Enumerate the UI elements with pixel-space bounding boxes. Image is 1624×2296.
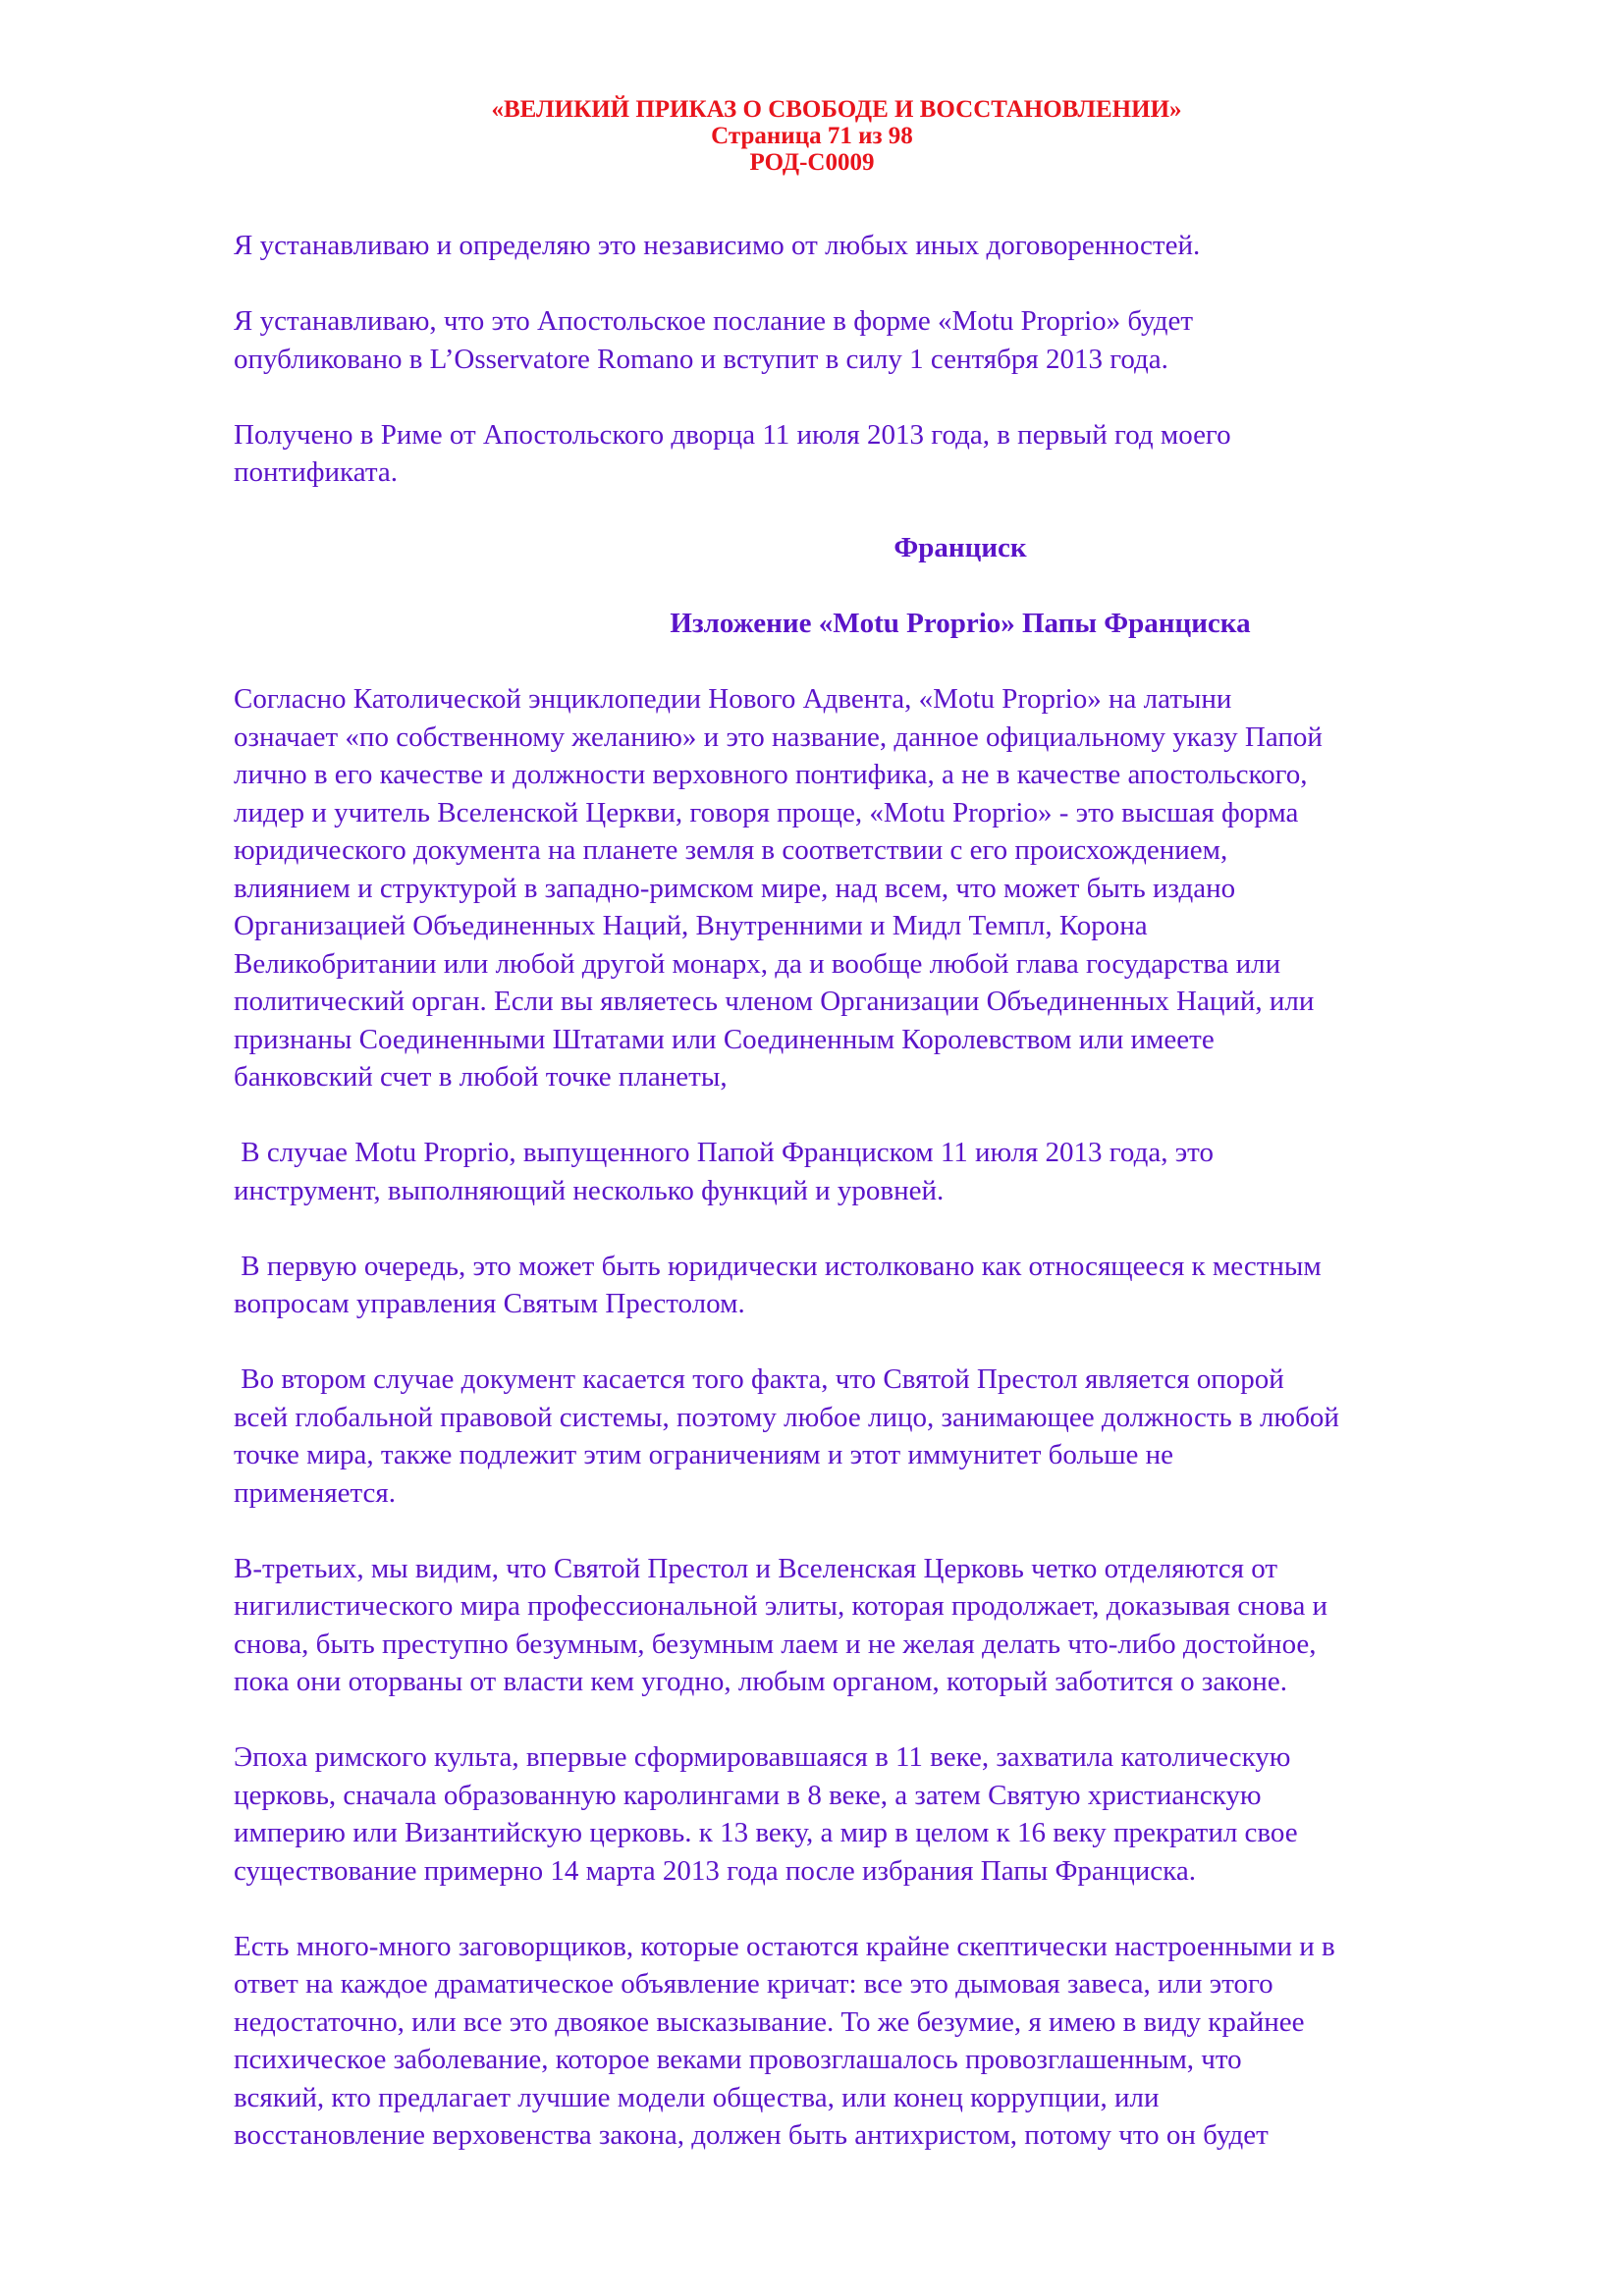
paragraph-10 <box>234 1928 1530 2155</box>
text-line: понтификата. <box>234 456 398 488</box>
text-line: В-третьих, мы видим, что Святой Престол и Вселенская Церковь четко отделяются от <box>234 1552 1278 1584</box>
text-line: существование примерно 14 марта 2013 года после избрания Папы Франциска. <box>234 1854 1196 1887</box>
text-line: Великобритании или любой другой монарх, да и вообще любой глава государства или <box>234 947 1281 980</box>
text-line: признаны Соединенными Штатами или Соединенным Королевством или имеете <box>234 1023 1215 1055</box>
text-line: Согласно Католической энциклопедии Нового Адвента, «Motu Proprio» на латыни <box>234 683 1232 715</box>
text-line: лидер и учитель Вселенской Церкви, говоря проще, «Motu Proprio» - это высшая форма <box>234 796 1299 828</box>
page-number: Страница 71 из 98 <box>711 123 913 149</box>
paragraph-9 <box>234 1738 1530 1890</box>
text-line: снова, быть преступно безумным, безумным лаем и не желая делать что-либо достойное, <box>234 1628 1317 1660</box>
paragraph-7 <box>234 1361 1530 1512</box>
text-line: влиянием и структурой в западно-римском мире, над всем, что может быть издано <box>234 872 1236 904</box>
page-header <box>0 96 1624 176</box>
text-line: политический орган. Если вы являетесь членом Организации Объединенных Наций, или <box>234 986 1315 1017</box>
text-line: пока они оторваны от власти кем угодно, любым органом, который заботится о законе. <box>234 1666 1287 1697</box>
text-line: недостаточно, или все это двоякое высказывание. То же безумие, я имею в виду крайнее <box>234 2005 1305 2038</box>
text-line: лично в его качестве и должности верховного понтифика, а не в качестве апостольского, <box>234 759 1308 790</box>
signature-heading: Франциск <box>893 532 1027 563</box>
document-title: «ВЕЛИКИЙ ПРИКАЗ О СВОБОДЕ И ВОССТАНОВЛЕНИИ» <box>491 96 1182 123</box>
text-line: ответ на каждое драматическое объявление кричат: все это дымовая завеса, или этого <box>234 1968 1273 2000</box>
paragraph-3 <box>234 416 1530 492</box>
text-line: восстановление верховенства закона, должен быть антихристом, потому что он будет <box>234 2119 1269 2151</box>
text-line: юридического документа на планете земля в соответствии с его происхождением, <box>234 834 1228 866</box>
text-line: точке мира, также подлежит этим ограничениям и этот иммунитет больше не <box>234 1439 1174 1470</box>
paragraph-5 <box>234 1134 1530 1209</box>
section-heading: Изложение «Motu Proprio» Папы Франциска <box>670 608 1251 639</box>
text-line: Во втором случае документ касается того факта, что Святой Престол является опорой <box>234 1363 1284 1395</box>
text-line: нигилистического мира профессиональной элиты, которая продолжает, доказывая снова и <box>234 1590 1328 1622</box>
text-line: опубликовано в L’Osservatore Romano и вступит в силу 1 сентября 2013 года. <box>234 343 1168 375</box>
text-line: инструмент, выполняющий несколько функций и уровней. <box>234 1174 945 1206</box>
text-line: психическое заболевание, которое веками провозглашалось провозглашенным, что <box>234 2044 1242 2075</box>
text-line: всей глобальной правовой системы, поэтому любое лицо, занимающее должность в любой <box>234 1401 1339 1433</box>
paragraph-8 <box>234 1550 1530 1701</box>
paragraph-2 <box>234 302 1530 378</box>
text-line: банковский счет в любой точке планеты, <box>234 1061 728 1093</box>
document-body <box>234 227 1530 2192</box>
text-line: В случае Motu Proprio, выпущенного Папой Франциском 11 июля 2013 года, это <box>234 1137 1214 1168</box>
text-line: вопросам управления Святым Престолом. <box>234 1288 745 1319</box>
text-line: Эпоха римского культа, впервые сформировавшаяся в 11 веке, захватила католическую <box>234 1741 1291 1773</box>
paragraph-1 <box>234 227 1530 265</box>
text-line: Получено в Риме от Апостольского дворца 11 июля 2013 года, в первый год моего <box>234 418 1231 451</box>
text-line: церковь, сначала образованную каролингами в 8 веке, а затем Святую христианскую <box>234 1779 1262 1811</box>
text-line: Я устанавливаю и определяю это независимо от любых иных договоренностей. <box>234 230 1201 261</box>
text-line: Я устанавливаю, что это Апостольское послание в форме «Motu Proprio» будет <box>234 305 1193 337</box>
text-line: означает «по собственному желанию» и это название, данное официальному указу Папой <box>234 721 1323 753</box>
text-line: всякий, кто предлагает лучшие модели общества, или конец коррупции, или <box>234 2081 1160 2113</box>
text-line: В первую очередь, это может быть юридически истолковано как относящееся к местным <box>234 1250 1322 1282</box>
text-line: Есть много-много заговорщиков, которые остаются крайне скептически настроенными и в <box>234 1930 1335 1962</box>
paragraph-6 <box>234 1248 1530 1323</box>
text-line: применяется. <box>234 1476 396 1509</box>
document-code: РОД-С0009 <box>749 149 875 176</box>
text-line: Организацией Объединенных Наций, Внутренними и Мидл Темпл, Корона <box>234 910 1148 941</box>
paragraph-4 <box>234 680 1530 1096</box>
text-line: империю или Византийскую церковь. к 13 веку, а мир в целом к 16 веку прекратил свое <box>234 1817 1298 1848</box>
